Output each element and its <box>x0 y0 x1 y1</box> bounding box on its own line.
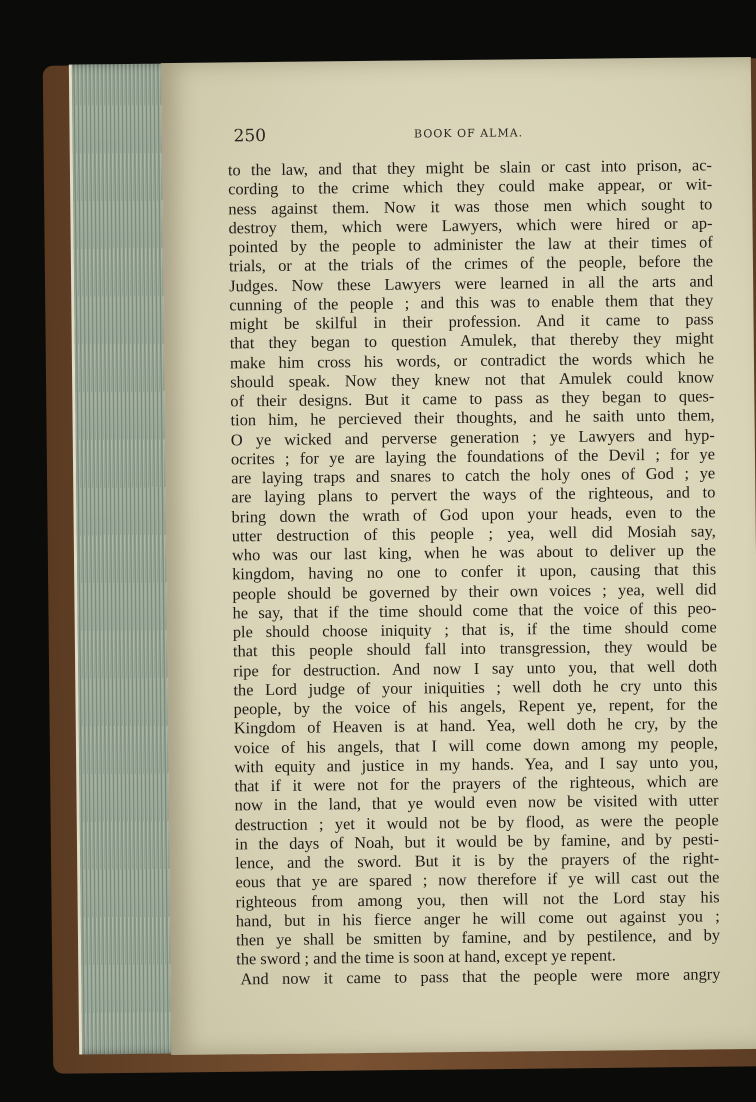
text-line: the Lord judge of your iniquities ; well doth he cry unto this <box>233 675 718 700</box>
text-line: ocrites ; for ye are laying the foundations of the Devil ; for ye <box>230 444 716 469</box>
text-line: Kingdom of Heaven is at hand. Yea, well doth he cry, by the <box>233 713 718 738</box>
text-line: Judges. Now these Lawyers were learned in all the arts and <box>229 270 714 295</box>
text-line: ness against them. Now it was those men which sought to <box>228 193 713 218</box>
text-line: cunning of the people ; and this was to enable them that they <box>229 290 714 315</box>
text-line: to the law, and that they might be slain or cast into prison, ac- <box>227 155 713 180</box>
text-line: lence, and the sword. But it is by the prayers of the right- <box>235 848 720 873</box>
text-line: kingdom, having no one to confer it upon, causing that this <box>232 559 717 584</box>
text-line: that they began to question Amulek, that thereby they might <box>229 328 714 353</box>
text-line: that if it were not for the prayers of the righteous, which are <box>234 771 719 796</box>
text-line: are laying plans to pervert the ways of the righteous, and to <box>231 482 716 507</box>
text-line: with equity and justice in my hands. Yea, and I say unto you, <box>234 752 719 777</box>
body-text <box>228 155 721 988</box>
text-line: eous that ye are spared ; now therefore if ye will cast out the <box>235 867 720 892</box>
text-line: then ye shall be smitten by famine, and by pestilence, and by <box>235 925 721 950</box>
text-line: are laying traps and snares to catch the holy ones of God ; ye <box>231 463 716 488</box>
text-line: voice of his angels, that I will come down among my people, <box>233 732 719 757</box>
text-line: righteous from among you, then will not the Lord stay his <box>235 886 720 911</box>
text-line: people should be governed by their own voices ; yea, well did <box>232 578 717 603</box>
text-line: ple should choose iniquity ; that is, if the time should come <box>232 617 717 642</box>
text-line: utter destruction of this people ; yea, well did Mosiah say, <box>231 521 716 546</box>
text-line: the sword ; and the time is soon at hand, except ye repent. <box>236 945 616 969</box>
text-line: should speak. Now they knew not that Amulek could know <box>230 367 715 392</box>
text-line: of their designs. But it came to pass as they began to ques- <box>230 386 715 411</box>
text-line: destroy them, which were Lawyers, which were hired or ap- <box>228 213 713 238</box>
text-line: now in the land, that ye would even now be visited with utter <box>234 790 719 815</box>
text-line: who was our last king, when he was about to deliver up the <box>231 540 717 565</box>
text-line: bring down the wrath of God upon your heads, even to the <box>231 501 716 526</box>
text-line: And now it came to pass that the people were more angry <box>240 963 721 988</box>
text-line: hand, but in his fierce anger he will come out against you ; <box>235 906 720 931</box>
text-line: cording to the crime which they could make appear, or wit- <box>228 174 713 199</box>
text-line: in the days of Noah, but it would be by famine, and by pesti- <box>234 829 720 854</box>
text-line: tion him, he percieved their thoughts, and he saith unto them, <box>230 405 715 430</box>
text-line: make him cross his words, or contradict the words which he <box>229 347 715 372</box>
text-line: people, by the voice of his angels, Repent ye, repent, for the <box>233 694 718 719</box>
text-line: he say, that if the time should come that the voice of this peo- <box>232 598 717 623</box>
text-line: might be skilful in their profession. And it came to pass <box>229 309 714 334</box>
text-line: that this people should fall into transgression, they would be <box>232 636 718 661</box>
text-line: O ye wicked and perverse generation ; ye Lawyers and hyp- <box>230 424 715 449</box>
running-head <box>233 121 703 152</box>
book-title: BOOK OF ALMA. <box>413 126 524 141</box>
text-line: ripe for destruction. And now I say unto you, that well doth <box>233 655 718 680</box>
page-number: 250 <box>233 126 267 147</box>
text-line: destruction ; yet it would not be by flood, as were the people <box>234 809 719 834</box>
text-line: trials, or at the trials of the crimes of the people, before the <box>228 251 714 276</box>
book-page <box>161 57 756 1055</box>
text-line: pointed by the people to administer the law at their times of <box>228 232 713 257</box>
